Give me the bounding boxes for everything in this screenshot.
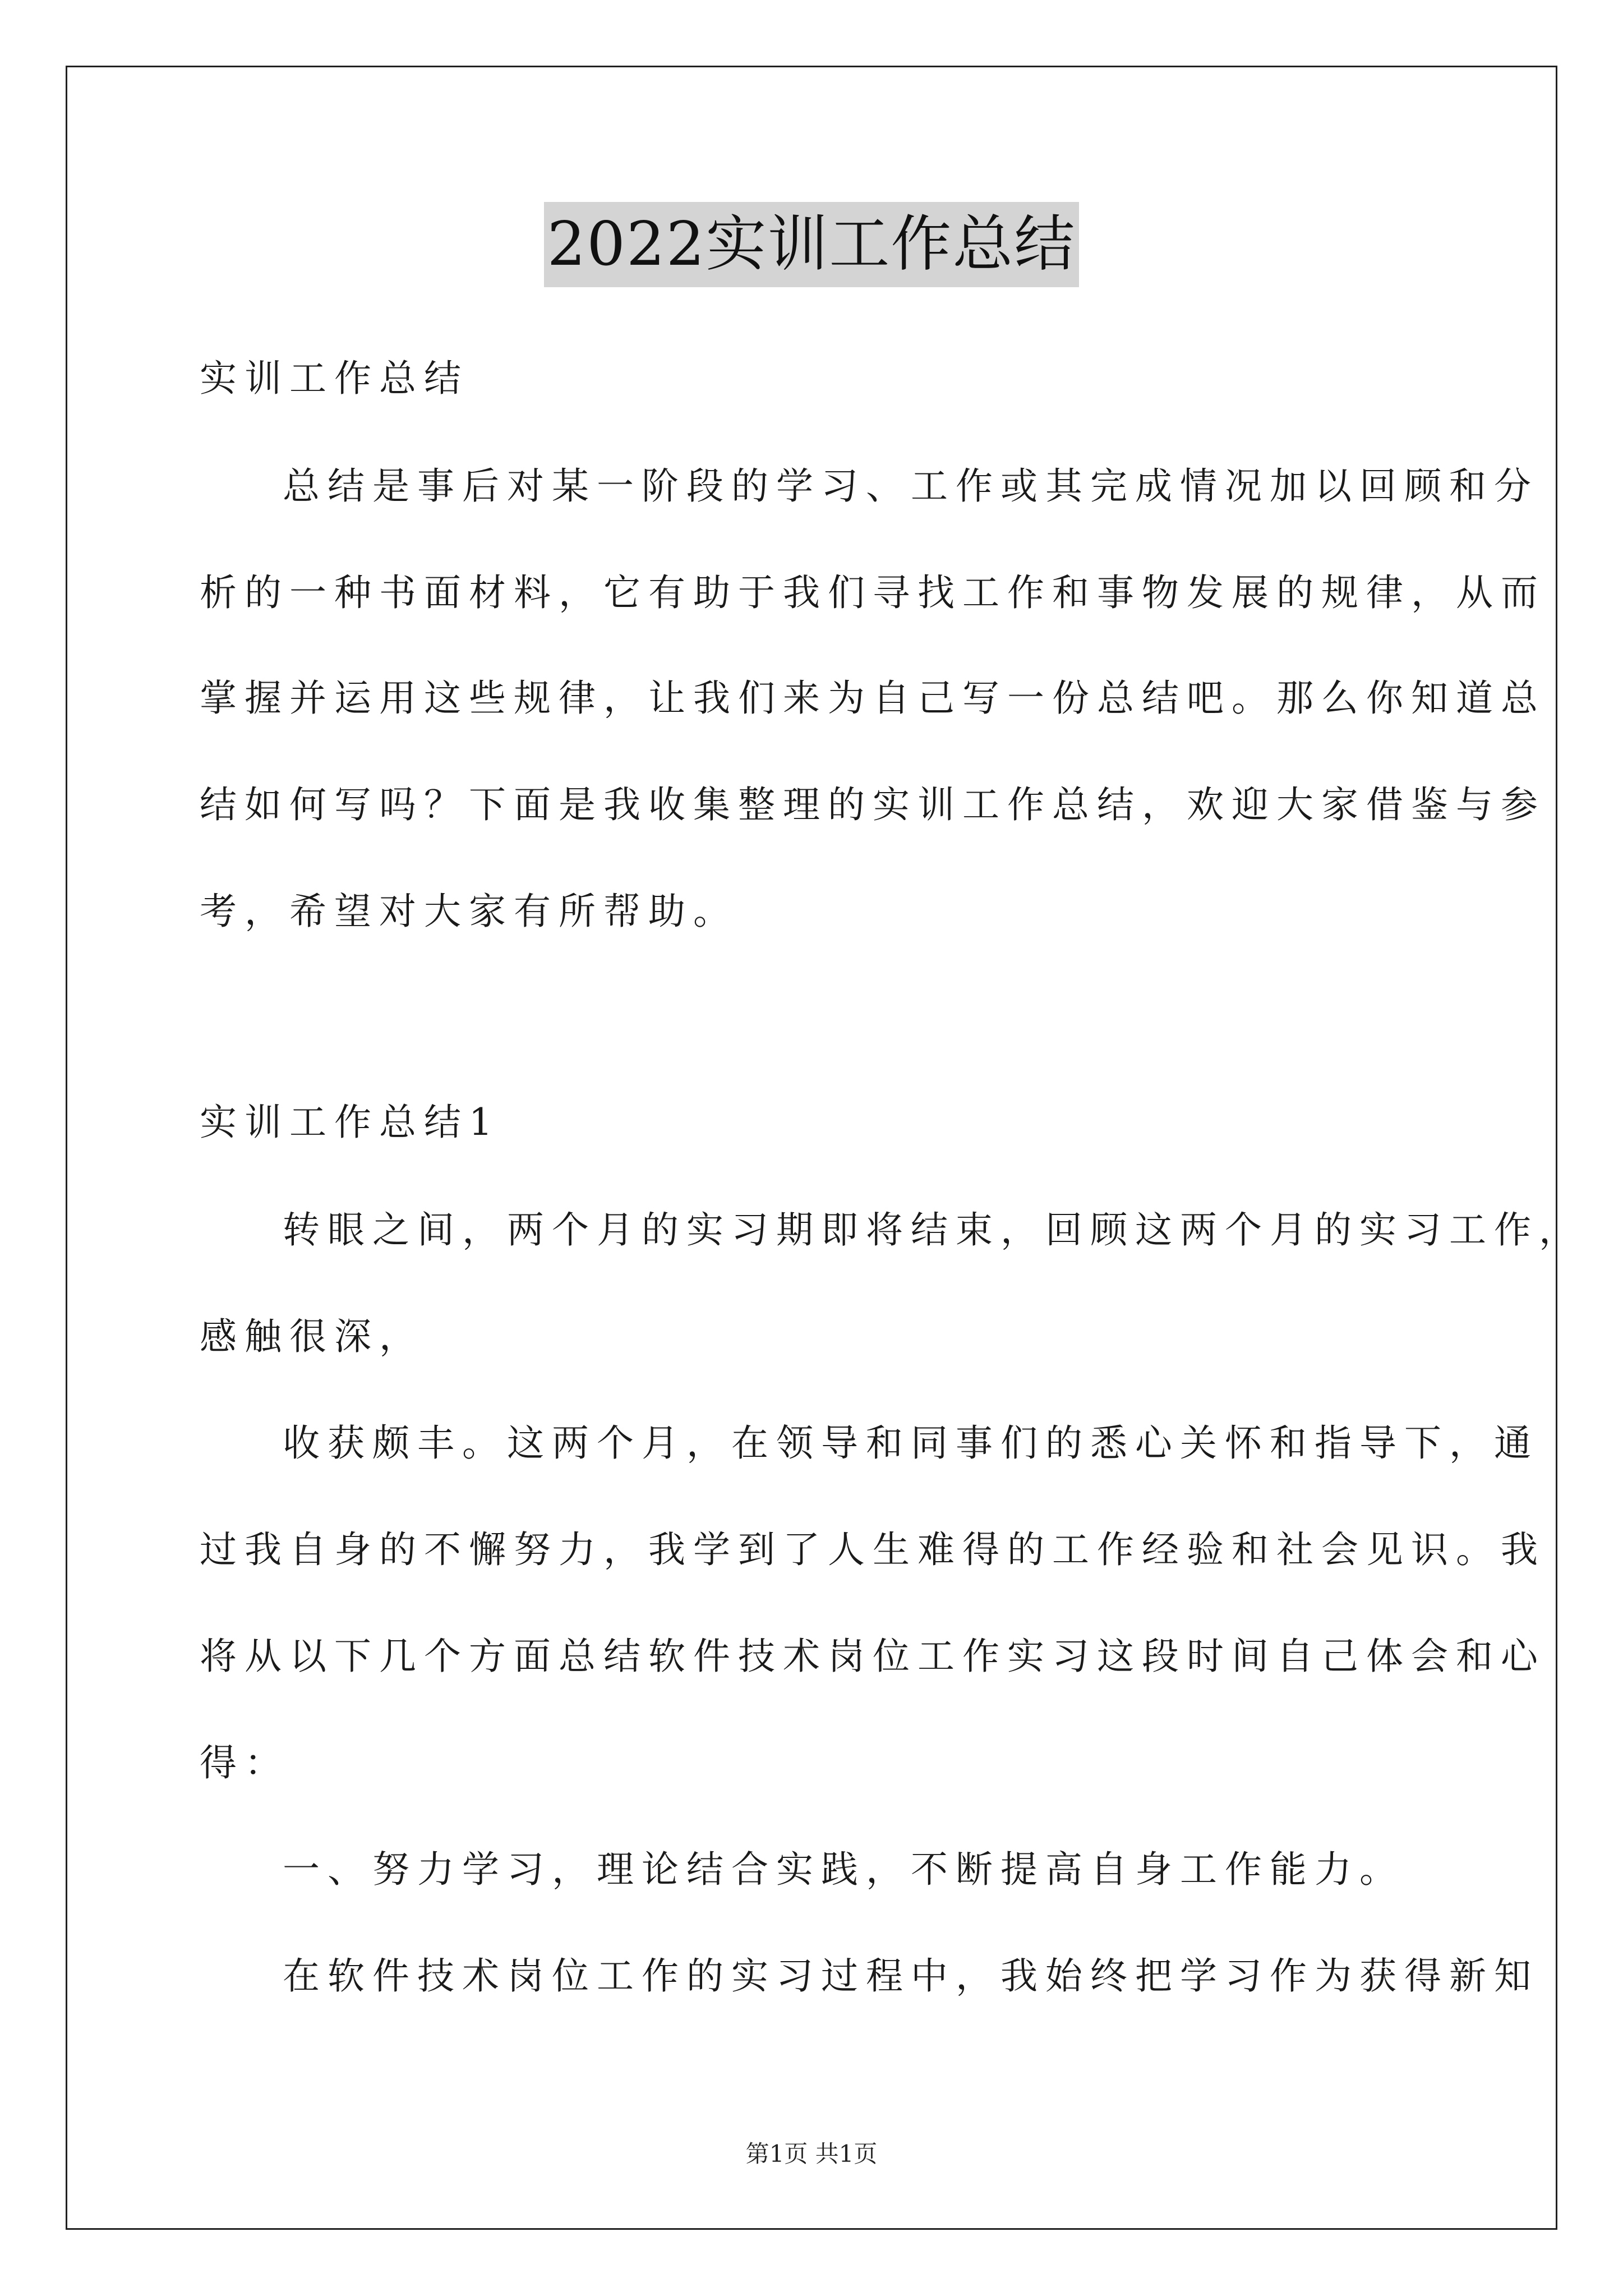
para2-line-3: 将从以下几个方面总结软件技术岗位工作实习这段时间自己体会和心 (200, 1635, 1546, 1678)
document-title: 2022实训工作总结 (544, 202, 1080, 287)
intro-line-1: 总结是事后对某一阶段的学习、工作或其完成情况加以回顾和分 (283, 464, 1539, 508)
intro-line-2: 析的一种书面材料，它有助于我们寻找工作和事物发展的规律，从而 (200, 571, 1546, 614)
para2-line-4: 得： (200, 1741, 289, 1784)
intro-line-5: 考，希望对大家有所帮助。 (200, 890, 738, 933)
para2-line-1: 收获颇丰。这两个月，在领导和同事们的悉心关怀和指导下，通 (283, 1421, 1539, 1465)
intro-line-4: 结如何写吗？下面是我收集整理的实训工作总结，欢迎大家借鉴与参 (200, 783, 1546, 826)
section-heading-1: 实训工作总结1 (200, 1101, 500, 1144)
point-1: 一、努力学习，理论结合实践，不断提高自身工作能力。 (283, 1848, 1404, 1891)
title-container (0, 202, 1623, 287)
page-footer: 第1页 共1页 (745, 2140, 878, 2168)
para2-line-2: 过我自身的不懈努力，我学到了人生难得的工作经验和社会见识。我 (200, 1528, 1546, 1571)
intro-line-3: 掌握并运用这些规律，让我们来为自己写一份总结吧。那么你知道总 (200, 677, 1546, 720)
para1-line-1: 转眼之间，两个月的实习期即将结束，回顾这两个月的实习工作， (283, 1208, 1584, 1251)
para3-line-1: 在软件技术岗位工作的实习过程中，我始终把学习作为获得新知 (283, 1954, 1539, 1998)
para1-line-2: 感触很深， (200, 1315, 424, 1358)
section-heading-main: 实训工作总结 (200, 357, 469, 400)
